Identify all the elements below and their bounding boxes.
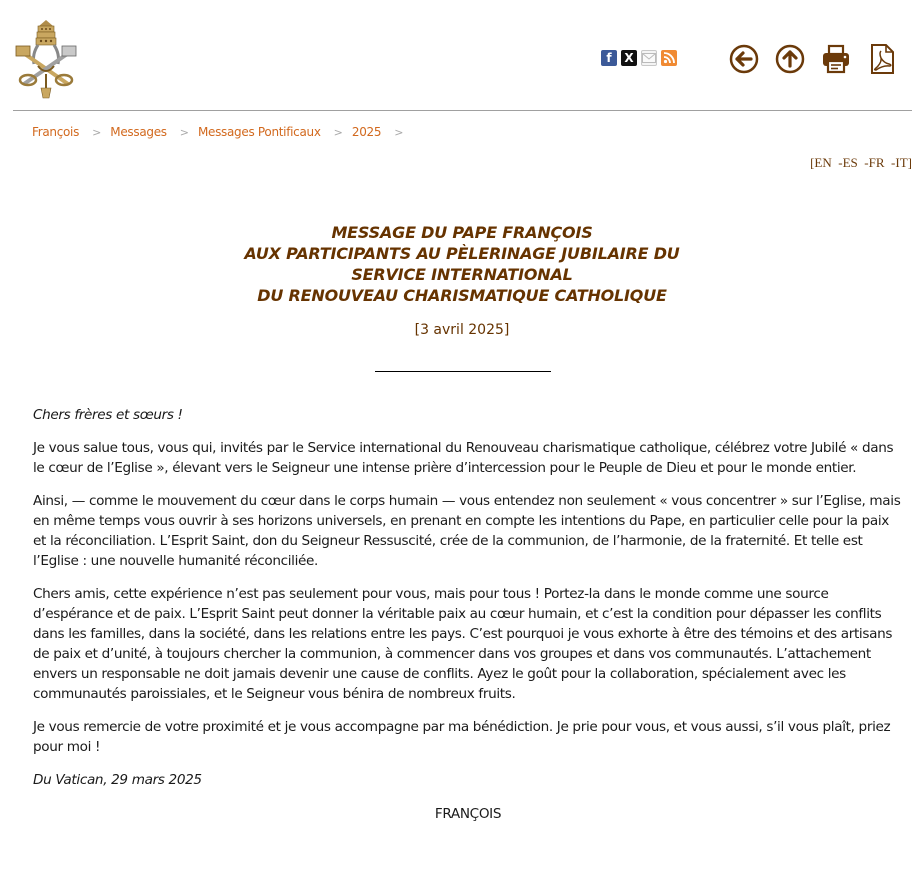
language-it[interactable]: IT xyxy=(895,155,908,170)
title-divider xyxy=(375,371,551,372)
print-icon xyxy=(820,43,852,75)
breadcrumb xyxy=(32,125,412,139)
pdf-button[interactable] xyxy=(866,43,898,75)
up-arrow-icon xyxy=(774,43,806,75)
breadcrumb-item-messages-pontificaux[interactable]: Messages Pontificaux xyxy=(197,125,321,139)
holy-see-logo[interactable] xyxy=(12,18,80,100)
breadcrumb-separator: > xyxy=(333,125,343,139)
signature: FRANÇOIS xyxy=(434,806,502,822)
language-separator: - xyxy=(891,155,896,170)
language-en[interactable]: EN xyxy=(814,155,832,170)
envelope-icon xyxy=(642,53,656,63)
language-bracket-open: [ xyxy=(810,155,815,170)
breadcrumb-item-francois[interactable]: François xyxy=(32,125,80,139)
document-title xyxy=(0,222,924,306)
page-tools xyxy=(728,43,898,75)
language-separator: - xyxy=(838,155,843,170)
x-twitter-icon[interactable]: X xyxy=(621,50,637,66)
breadcrumb-separator: > xyxy=(394,125,404,139)
back-button[interactable] xyxy=(728,43,760,75)
breadcrumb-item-messages[interactable]: Messages xyxy=(110,125,167,139)
language-es[interactable]: ES xyxy=(842,155,858,170)
print-button[interactable] xyxy=(820,43,852,75)
paragraph: Je vous salue tous, vous qui, invités par le Service international du Renouveau charismatique catholique, célébrez votre Jubilé « dans le cœur de l’Eglise », élevant vers le Seigneur une intense prière d’intercession pour le Peuple de Dieu et pour le monde entier. xyxy=(33,440,894,476)
header-divider xyxy=(13,110,912,111)
place-date: Du Vatican, 29 mars 2025 xyxy=(33,772,202,788)
pdf-icon xyxy=(866,43,898,75)
salutation: Chers frères et sœurs ! xyxy=(33,407,183,423)
rss-feed-icon xyxy=(663,52,675,64)
title-line: MESSAGE DU PAPE FRANÇOIS xyxy=(331,223,593,242)
breadcrumb-item-2025[interactable]: 2025 xyxy=(351,125,382,139)
back-arrow-icon xyxy=(728,43,760,75)
coat-of-arms-icon xyxy=(12,18,80,100)
breadcrumb-separator: > xyxy=(92,125,102,139)
paragraph: Je vous remercie de votre proximité et je vous accompagne par ma bénédiction. Je prie pour vous, et vous aussi, s’il vous plaît, priez pour moi ! xyxy=(33,719,891,755)
email-icon[interactable] xyxy=(641,50,657,66)
language-bracket-close: ] xyxy=(907,155,912,170)
rss-icon[interactable] xyxy=(661,50,677,66)
document-date: [3 avril 2025] xyxy=(414,322,510,338)
document-body xyxy=(33,405,903,837)
title-line: AUX PARTICIPANTS AU PÈLERINAGE JUBILAIRE DU xyxy=(244,244,680,263)
language-fr[interactable]: FR xyxy=(868,155,885,170)
top-button[interactable] xyxy=(774,43,806,75)
paragraph: Ainsi, — comme le mouvement du cœur dans le corps humain — vous entendez non seulement « vous concentrer » sur l’Eglise, mais en même temps vous ouvrir à ses horizons universels, en prenant en compte les intentions du Pape, en particulier celle pour la paix et la réconciliation. L’Esprit Saint, don du Seigneur Ressuscité, crée de la communion, de l’harmonie, de la fraternité. Et telle est l’Eglise : une nouvelle humanité réconciliée. xyxy=(33,493,901,569)
language-selector xyxy=(810,155,912,171)
title-line: DU RENOUVEAU CHARISMATIQUE CATHOLIQUE xyxy=(257,286,667,305)
paragraph: Chers amis, cette expérience n’est pas seulement pour vous, mais pour tous ! Portez-la dans le monde comme une source d’espérance et de paix. L’Esprit Saint peut donner la véritable paix au cœur humain, et c’est la condition pour dépasser les conflits dans les familles, dans la société, dans les relations entre les pays. C’est pourquoi je vous exhorte à être des témoins et des artisans de paix et d’unité, à toujours chercher la communion, à commencer dans vos groupes et dans vos communautés. L’attachement envers un responsable ne doit jamais devenir une cause de conflits. Ayez le goût pour la collaboration, spécialement avec les communautés paroissiales, et le Seigneur vous bénira de nombreux fruits. xyxy=(33,586,893,702)
breadcrumb-separator: > xyxy=(179,125,189,139)
language-separator: - xyxy=(864,155,869,170)
title-line: SERVICE INTERNATIONAL xyxy=(351,265,573,284)
social-share-bar xyxy=(601,50,677,66)
facebook-icon[interactable]: f xyxy=(601,50,617,66)
